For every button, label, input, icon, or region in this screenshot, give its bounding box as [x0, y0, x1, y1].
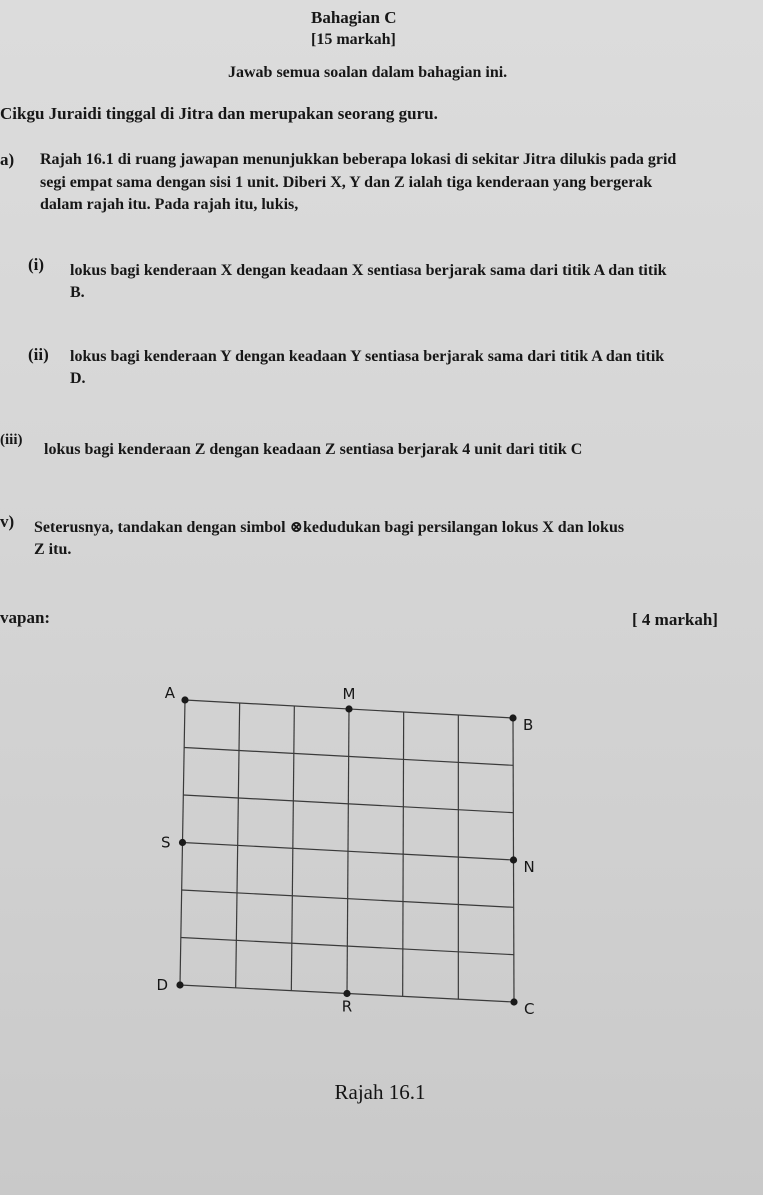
point-n-label: N: [523, 858, 535, 876]
part-ii-label: (ii): [28, 345, 49, 364]
point-r-label: R: [341, 997, 353, 1016]
question-a-line-1: Rajah 16.1 di ruang jawapan menunjukkan beberapa lokasi di sekitar Jitra dilukis pada grid: [40, 151, 677, 168]
grid-column-line: [403, 712, 404, 996]
question-a-label: a): [0, 150, 15, 169]
section-title: Bahagian C: [311, 8, 397, 27]
point-b-marker: [509, 714, 516, 721]
point-a-marker: [181, 696, 188, 703]
figure-caption: Rajah 16.1: [334, 1080, 426, 1104]
part-ii-line-2: D.: [70, 370, 86, 387]
point-b-label: B: [523, 716, 534, 734]
point-m-label: M: [342, 685, 356, 703]
point-d-label: D: [156, 976, 168, 994]
part-iii-line-1: lokus bagi kenderaan Z dengan keadaan Z sentiasa berjarak 4 unit dari titik C: [44, 441, 583, 458]
intro-text: Cikgu Juraidi tinggal di Jitra dan merupakan seorang guru.: [0, 104, 438, 123]
point-c-label: C: [524, 1000, 535, 1018]
section-marks: [15 markah]: [311, 31, 396, 48]
question-a-line-2: segi empat sama dengan sisi 1 unit. Diberi X, Y dan Z ialah tiga kenderaan yang bergerak: [40, 174, 653, 191]
point-c-marker: [510, 998, 517, 1005]
answer-label: vapan:: [0, 608, 51, 627]
part-v-label: v): [0, 512, 15, 531]
point-s-label: S: [160, 833, 171, 852]
point-a-label: A: [164, 684, 175, 702]
part-ii-line-1: lokus bagi kenderaan Y dengan keadaan Y sentiasa berjarak sama dari titik A dan titik: [70, 348, 665, 365]
grid-lines: [180, 700, 514, 1002]
section-instruction: Jawab semua soalan dalam bahagian ini.: [228, 64, 508, 81]
point-n-marker: [510, 856, 517, 863]
point-m-marker: [345, 705, 352, 712]
point-r-marker: [343, 990, 350, 997]
question-a-line-3: dalam rajah itu. Pada rajah itu, lukis,: [40, 196, 299, 213]
part-i-label: (i): [28, 255, 45, 274]
part-v-line-1: Seterusnya, tandakan dengan simbol ⊗kedudukan bagi persilangan lokus X dan lokus: [34, 519, 625, 536]
part-v-line-2: Z itu.: [34, 541, 72, 558]
part-i-line-2: B.: [70, 284, 85, 301]
part-iii-label: (iii): [0, 432, 23, 448]
point-s-marker: [179, 839, 186, 846]
point-d-marker: [176, 981, 183, 988]
answer-marks: [ 4 markah]: [632, 610, 718, 629]
part-i-line-1: lokus bagi kenderaan X dengan keadaan X sentiasa berjarak sama dari titik A dan titik: [70, 262, 667, 279]
